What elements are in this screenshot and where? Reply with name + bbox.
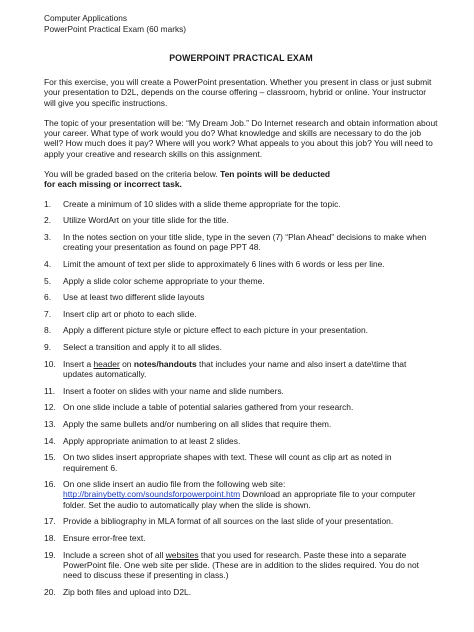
audio-site-link[interactable]: http://brainybetty.com/soundsforpowerpoint.htm — [63, 489, 241, 500]
item-text: Apply appropriate animation to at least 2 slides. — [63, 435, 241, 446]
list-item — [44, 402, 438, 412]
list-item — [44, 215, 438, 225]
item-number: 20. — [44, 586, 56, 597]
item-text: Create a minimum of 10 slides with a slide theme appropriate for the topic. — [63, 198, 341, 209]
item-text: Provide a bibliography in MLA format of all sources on the last slide of your presentation. — [63, 516, 394, 527]
topic-paragraph: The topic of your presentation will be: “My Dream Job.” Do Internet research and obtain information about your career. What type of work would you do? What knowledge and skills are necessary to do the job well? How much does it pay? Where will you work? What appeals to you about this job? You will need to apply your creative and research skills on this assignment. — [44, 117, 438, 159]
item-text: Apply the same bullets and/or numbering on all slides that require them. — [63, 418, 332, 429]
item-text-post: Download an appropriate file to your computer folder. Set the audio to automatically play when the slide is shown. — [63, 489, 416, 510]
item-text: Select a transition and apply it to all slides. — [63, 342, 222, 353]
item-number: 17. — [44, 516, 56, 527]
item-number: 2. — [44, 215, 52, 226]
list-item — [44, 479, 438, 510]
item-number: 9. — [44, 342, 52, 353]
page-title: POWERPOINT PRACTICAL EXAM — [169, 53, 313, 63]
list-item — [44, 276, 438, 286]
item-text: On two slides insert appropriate shapes with text. These will count as clip art as noted in requirement 6. — [63, 452, 392, 473]
header-underlined: header — [93, 358, 120, 369]
grading-text: You will be graded based on the criteria below. — [44, 169, 221, 180]
item-number: 15. — [44, 452, 56, 463]
item-text: Insert a footer on slides with your name and slide numbers. — [63, 385, 284, 396]
list-item — [44, 419, 438, 429]
item-text-post: that you used for research. Paste these into a separate PowerPoint file. One web site per slide. (These are in addition to the slides required. You do not need to discuss these if presenting in class.) — [63, 549, 419, 581]
item-text: Utilize WordArt on your title slide for the title. — [63, 215, 229, 226]
item-number: 11. — [44, 385, 56, 396]
item-number: 14. — [44, 435, 56, 446]
list-item — [44, 516, 438, 526]
item-number: 6. — [44, 292, 52, 303]
list-item — [44, 325, 438, 335]
item-text: Ensure error-free text. — [63, 533, 146, 544]
item-text — [63, 550, 438, 581]
list-item — [44, 342, 438, 352]
websites-underlined: websites — [165, 549, 199, 560]
item-number: 1. — [44, 198, 52, 209]
list-item — [44, 587, 438, 597]
list-item — [44, 259, 438, 269]
item-text — [63, 359, 438, 380]
item-text: Insert clip art or photo to each slide. — [63, 308, 197, 319]
list-item — [44, 199, 438, 209]
list-item — [44, 292, 438, 302]
item-text: Zip both files and upload into D2L. — [63, 586, 192, 597]
header-course: Computer Applications — [44, 13, 128, 23]
item-text: On one slide include a table of potential salaries gathered from your research. — [63, 402, 354, 413]
list-item — [44, 309, 438, 319]
item-number: 19. — [44, 549, 56, 560]
item-number: 12. — [44, 402, 56, 413]
item-number: 10. — [44, 358, 56, 369]
criteria-list — [44, 199, 438, 598]
item-text: Use at least two different slide layouts — [63, 292, 205, 303]
item-text-mid: on — [119, 358, 134, 369]
header-exam: PowerPoint Practical Exam (60 marks) — [44, 24, 187, 34]
notes-handouts-bold: notes/handouts — [133, 358, 197, 369]
item-number: 4. — [44, 258, 52, 269]
list-item — [44, 386, 438, 396]
grading-paragraph — [44, 169, 438, 190]
list-item — [44, 452, 438, 473]
item-number: 3. — [44, 231, 52, 242]
item-text — [63, 479, 438, 510]
list-item — [44, 232, 438, 253]
item-number: 13. — [44, 418, 56, 429]
item-text-post: that includes your name and also insert a date\time that updates automatically. — [63, 358, 407, 380]
list-item — [44, 533, 438, 543]
item-number: 18. — [44, 533, 56, 544]
item-text: Apply a different picture style or picture effect to each picture in your presentation. — [63, 325, 369, 336]
item-text-pre: On one slide insert an audio file from the following web site: — [63, 479, 286, 490]
item-text: In the notes section on your title slide, type in the seven (7) “Plan Ahead” decisions to make when creating your presentation as found on page PPT 48. — [63, 231, 427, 253]
item-number: 16. — [44, 479, 56, 490]
list-item — [44, 550, 438, 581]
item-text: Limit the amount of text per slide to approximately 6 lines with 6 words or less per line. — [63, 258, 385, 269]
item-text-pre: Include a screen shot of all — [63, 549, 166, 560]
list-item — [44, 359, 438, 380]
item-number: 7. — [44, 308, 52, 319]
item-text-pre: Insert a — [63, 358, 94, 369]
item-number: 5. — [44, 275, 52, 286]
item-number: 8. — [44, 325, 52, 336]
intro-paragraph: For this exercise, you will create a PowerPoint presentation. Whether you present in class or just submit your presentation to D2L, depends on the course offering – classroom, hybrid or online. Your instructor will give you specific instructions. — [44, 77, 432, 108]
grading-bold-2: for each missing or incorrect task. — [44, 179, 182, 190]
list-item — [44, 436, 438, 446]
item-text: Apply a slide color scheme appropriate to your theme. — [63, 275, 265, 286]
grading-bold-1: Ten points will be deducted — [220, 169, 331, 180]
